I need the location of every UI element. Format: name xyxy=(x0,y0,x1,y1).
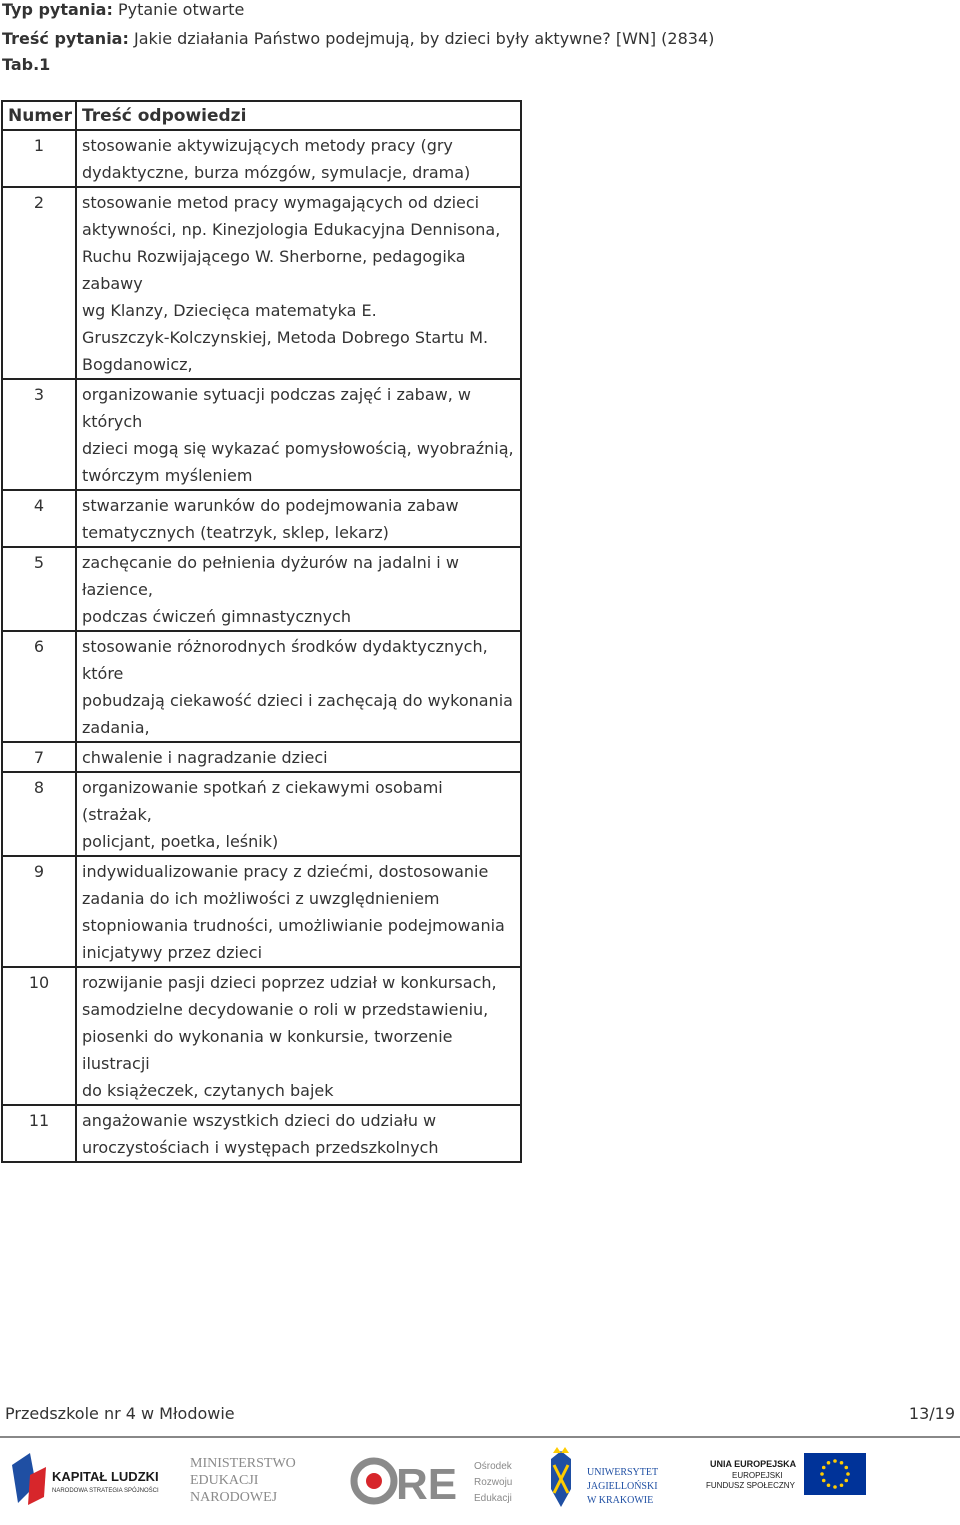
eu-line-3: FUNDUSZ SPOŁECZNY xyxy=(706,1481,795,1490)
answer-text-line: stosowanie metod pracy wymagających od dzieci xyxy=(82,193,480,212)
table-body xyxy=(2,130,521,1162)
table-row xyxy=(2,547,521,631)
answer-number: 11 xyxy=(2,1105,76,1162)
answer-number: 10 xyxy=(2,967,76,1105)
answer-text-line: indywidualizowanie pracy z dziećmi, dostosowanie xyxy=(82,862,489,881)
eu-star xyxy=(840,1461,844,1465)
table-row xyxy=(2,967,521,1105)
answer-text xyxy=(76,772,521,856)
answer-text xyxy=(76,379,521,490)
answers-table xyxy=(1,100,522,1163)
eu-star xyxy=(844,1479,848,1483)
eu-star xyxy=(820,1472,824,1476)
eu-logo xyxy=(700,1445,870,1517)
answer-text-line: stosowanie różnorodnych środków dydaktycznych, które xyxy=(82,637,488,683)
answer-text-line: wg Klanzy, Dziecięca matematyka E. xyxy=(82,301,377,320)
answer-text-line: Gruszczyk-Kolczynskiej, Metoda Dobrego Startu M. xyxy=(82,328,489,347)
table-row xyxy=(2,742,521,772)
ore-line-2: Rozwoju xyxy=(474,1477,513,1488)
question-content-label: Treść pytania: xyxy=(2,29,129,48)
table-row xyxy=(2,772,521,856)
answer-text xyxy=(76,490,521,547)
ore-logo xyxy=(350,1445,525,1517)
eu-star xyxy=(844,1466,848,1470)
answer-number: 8 xyxy=(2,772,76,856)
answer-text-line: rozwijanie pasji dzieci poprzez udział w konkursach, xyxy=(82,973,497,992)
answer-text-line: stwarzanie warunków do podejmowania zabaw xyxy=(82,496,459,515)
footer-school-name: Przedszkole nr 4 w Młodowie xyxy=(5,1404,235,1423)
answer-text-line: angażowanie wszystkich dzieci do udziału w xyxy=(82,1111,437,1130)
ore-letters: RE xyxy=(396,1460,458,1509)
uj-line-2: JAGIELLOŃSKI xyxy=(587,1481,658,1492)
kapital-ludzki-title: KAPITAŁ LUDZKI xyxy=(52,1469,159,1484)
eu-star xyxy=(827,1461,831,1465)
answer-text-line: aktywności, np. Kinezjologia Edukacyjna Dennisona, xyxy=(82,220,501,239)
answer-text xyxy=(76,187,521,379)
answer-text-line: piosenki do wykonania w konkursie, tworzenie ilustracji xyxy=(82,1027,453,1073)
table-row xyxy=(2,130,521,187)
table-row xyxy=(2,379,521,490)
question-content-line xyxy=(2,29,714,49)
answer-text-line: zadania do ich możliwości z uwzględnieniem xyxy=(82,889,440,908)
eu-line-1: UNIA EUROPEJSKA xyxy=(710,1459,797,1469)
answer-text-line: organizowanie sytuacji podczas zajęć i zabaw, w których xyxy=(82,385,471,431)
uj-line-1: UNIWERSYTET xyxy=(587,1467,659,1478)
table-reference-label: Tab.1 xyxy=(2,55,51,74)
eu-line-2: EUROPEJSKI xyxy=(732,1471,783,1480)
table-header-row xyxy=(2,101,521,130)
answer-number: 1 xyxy=(2,130,76,187)
eu-star xyxy=(833,1485,837,1489)
answer-text-line: twórczym myśleniem xyxy=(82,466,253,485)
answer-text-line: stopniowania trudności, umożliwianie podejmowania xyxy=(82,916,505,935)
answer-text-line: Ruchu Rozwijającego W. Sherborne, pedagogika zabawy xyxy=(82,247,466,293)
ore-line-3: Edukacji xyxy=(474,1493,512,1504)
answer-text-line: tematycznych (teatrzyk, sklep, lekarz) xyxy=(82,523,389,542)
question-type-label: Typ pytania: xyxy=(2,0,113,19)
table-row xyxy=(2,490,521,547)
table-row xyxy=(2,187,521,379)
answer-number: 2 xyxy=(2,187,76,379)
answer-number: 9 xyxy=(2,856,76,967)
answer-number: 7 xyxy=(2,742,76,772)
table-row xyxy=(2,856,521,967)
answer-text-line: stosowanie aktywizujących metody pracy (gry xyxy=(82,136,453,155)
answer-text-line: organizowanie spotkań z ciekawymi osobami (strażak, xyxy=(82,778,443,824)
men-line-2: EDUKACJI xyxy=(190,1473,259,1488)
answer-number: 5 xyxy=(2,547,76,631)
eu-star xyxy=(840,1483,844,1487)
column-header-answer: Treść odpowiedzi xyxy=(76,101,521,130)
kapital-ludzki-subtitle: NARODOWA STRATEGIA SPÓJNOŚCI xyxy=(52,1488,159,1494)
answer-text-line: dzieci mogą się wykazać pomysłowością, wyobraźnią, xyxy=(82,439,514,458)
table-row xyxy=(2,631,521,742)
answer-text-line: uroczystościach i występach przedszkolnych xyxy=(82,1138,439,1157)
footer-divider xyxy=(0,1436,960,1438)
answer-text xyxy=(76,547,521,631)
answer-text xyxy=(76,631,521,742)
answer-text-line: zachęcanie do pełnienia dyżurów na jadalni i w łazience, xyxy=(82,553,459,599)
question-type-value: Pytanie otwarte xyxy=(117,0,245,19)
answer-text-line: Bogdanowicz, xyxy=(82,355,193,374)
ore-dot-icon xyxy=(366,1473,382,1489)
table-row xyxy=(2,1105,521,1162)
men-line-1: MINISTERSTWO xyxy=(190,1456,296,1471)
logo-strip xyxy=(0,1445,960,1517)
eu-star xyxy=(833,1459,837,1463)
answer-text-line: inicjatywy przez dzieci xyxy=(82,943,263,962)
uj-logo xyxy=(545,1445,685,1517)
uj-line-3: W KRAKOWIE xyxy=(587,1495,654,1506)
men-line-3: NARODOWEJ xyxy=(190,1490,278,1505)
ore-line-1: Ośrodek xyxy=(474,1461,512,1472)
eu-star xyxy=(822,1479,826,1483)
answer-text-line: chwalenie i nagradzanie dzieci xyxy=(82,748,328,767)
answer-text xyxy=(76,742,521,772)
answer-text-line: dydaktyczne, burza mózgów, symulacje, drama) xyxy=(82,163,471,182)
answer-text-line: samodzielne decydowanie o roli w przedstawieniu, xyxy=(82,1000,489,1019)
footer-page-number: 13/19 xyxy=(908,1404,955,1423)
eu-star xyxy=(822,1466,826,1470)
answer-text xyxy=(76,967,521,1105)
answer-number: 6 xyxy=(2,631,76,742)
answer-text-line: zadania, xyxy=(82,718,150,737)
answer-text-line: do książeczek, czytanych bajek xyxy=(82,1081,334,1100)
eu-star xyxy=(846,1472,850,1476)
answer-text-line: podczas ćwiczeń gimnastycznych xyxy=(82,607,352,626)
question-content-value: Jakie działania Państwo podejmują, by dzieci były aktywne? [WN] (2834) xyxy=(133,29,715,48)
question-type-line xyxy=(2,0,244,20)
answer-number: 4 xyxy=(2,490,76,547)
kapital-ludzki-logo xyxy=(8,1445,178,1517)
answer-text-line: policjant, poetka, leśnik) xyxy=(82,832,279,851)
men-logo xyxy=(188,1445,313,1517)
column-header-number: Numer xyxy=(2,101,76,130)
answer-number: 3 xyxy=(2,379,76,490)
table-reference xyxy=(2,55,50,75)
answer-text xyxy=(76,856,521,967)
answer-text-line: pobudzają ciekawość dzieci i zachęcają do wykonania xyxy=(82,691,513,710)
answer-text xyxy=(76,130,521,187)
answer-text xyxy=(76,1105,521,1162)
eu-star xyxy=(827,1483,831,1487)
